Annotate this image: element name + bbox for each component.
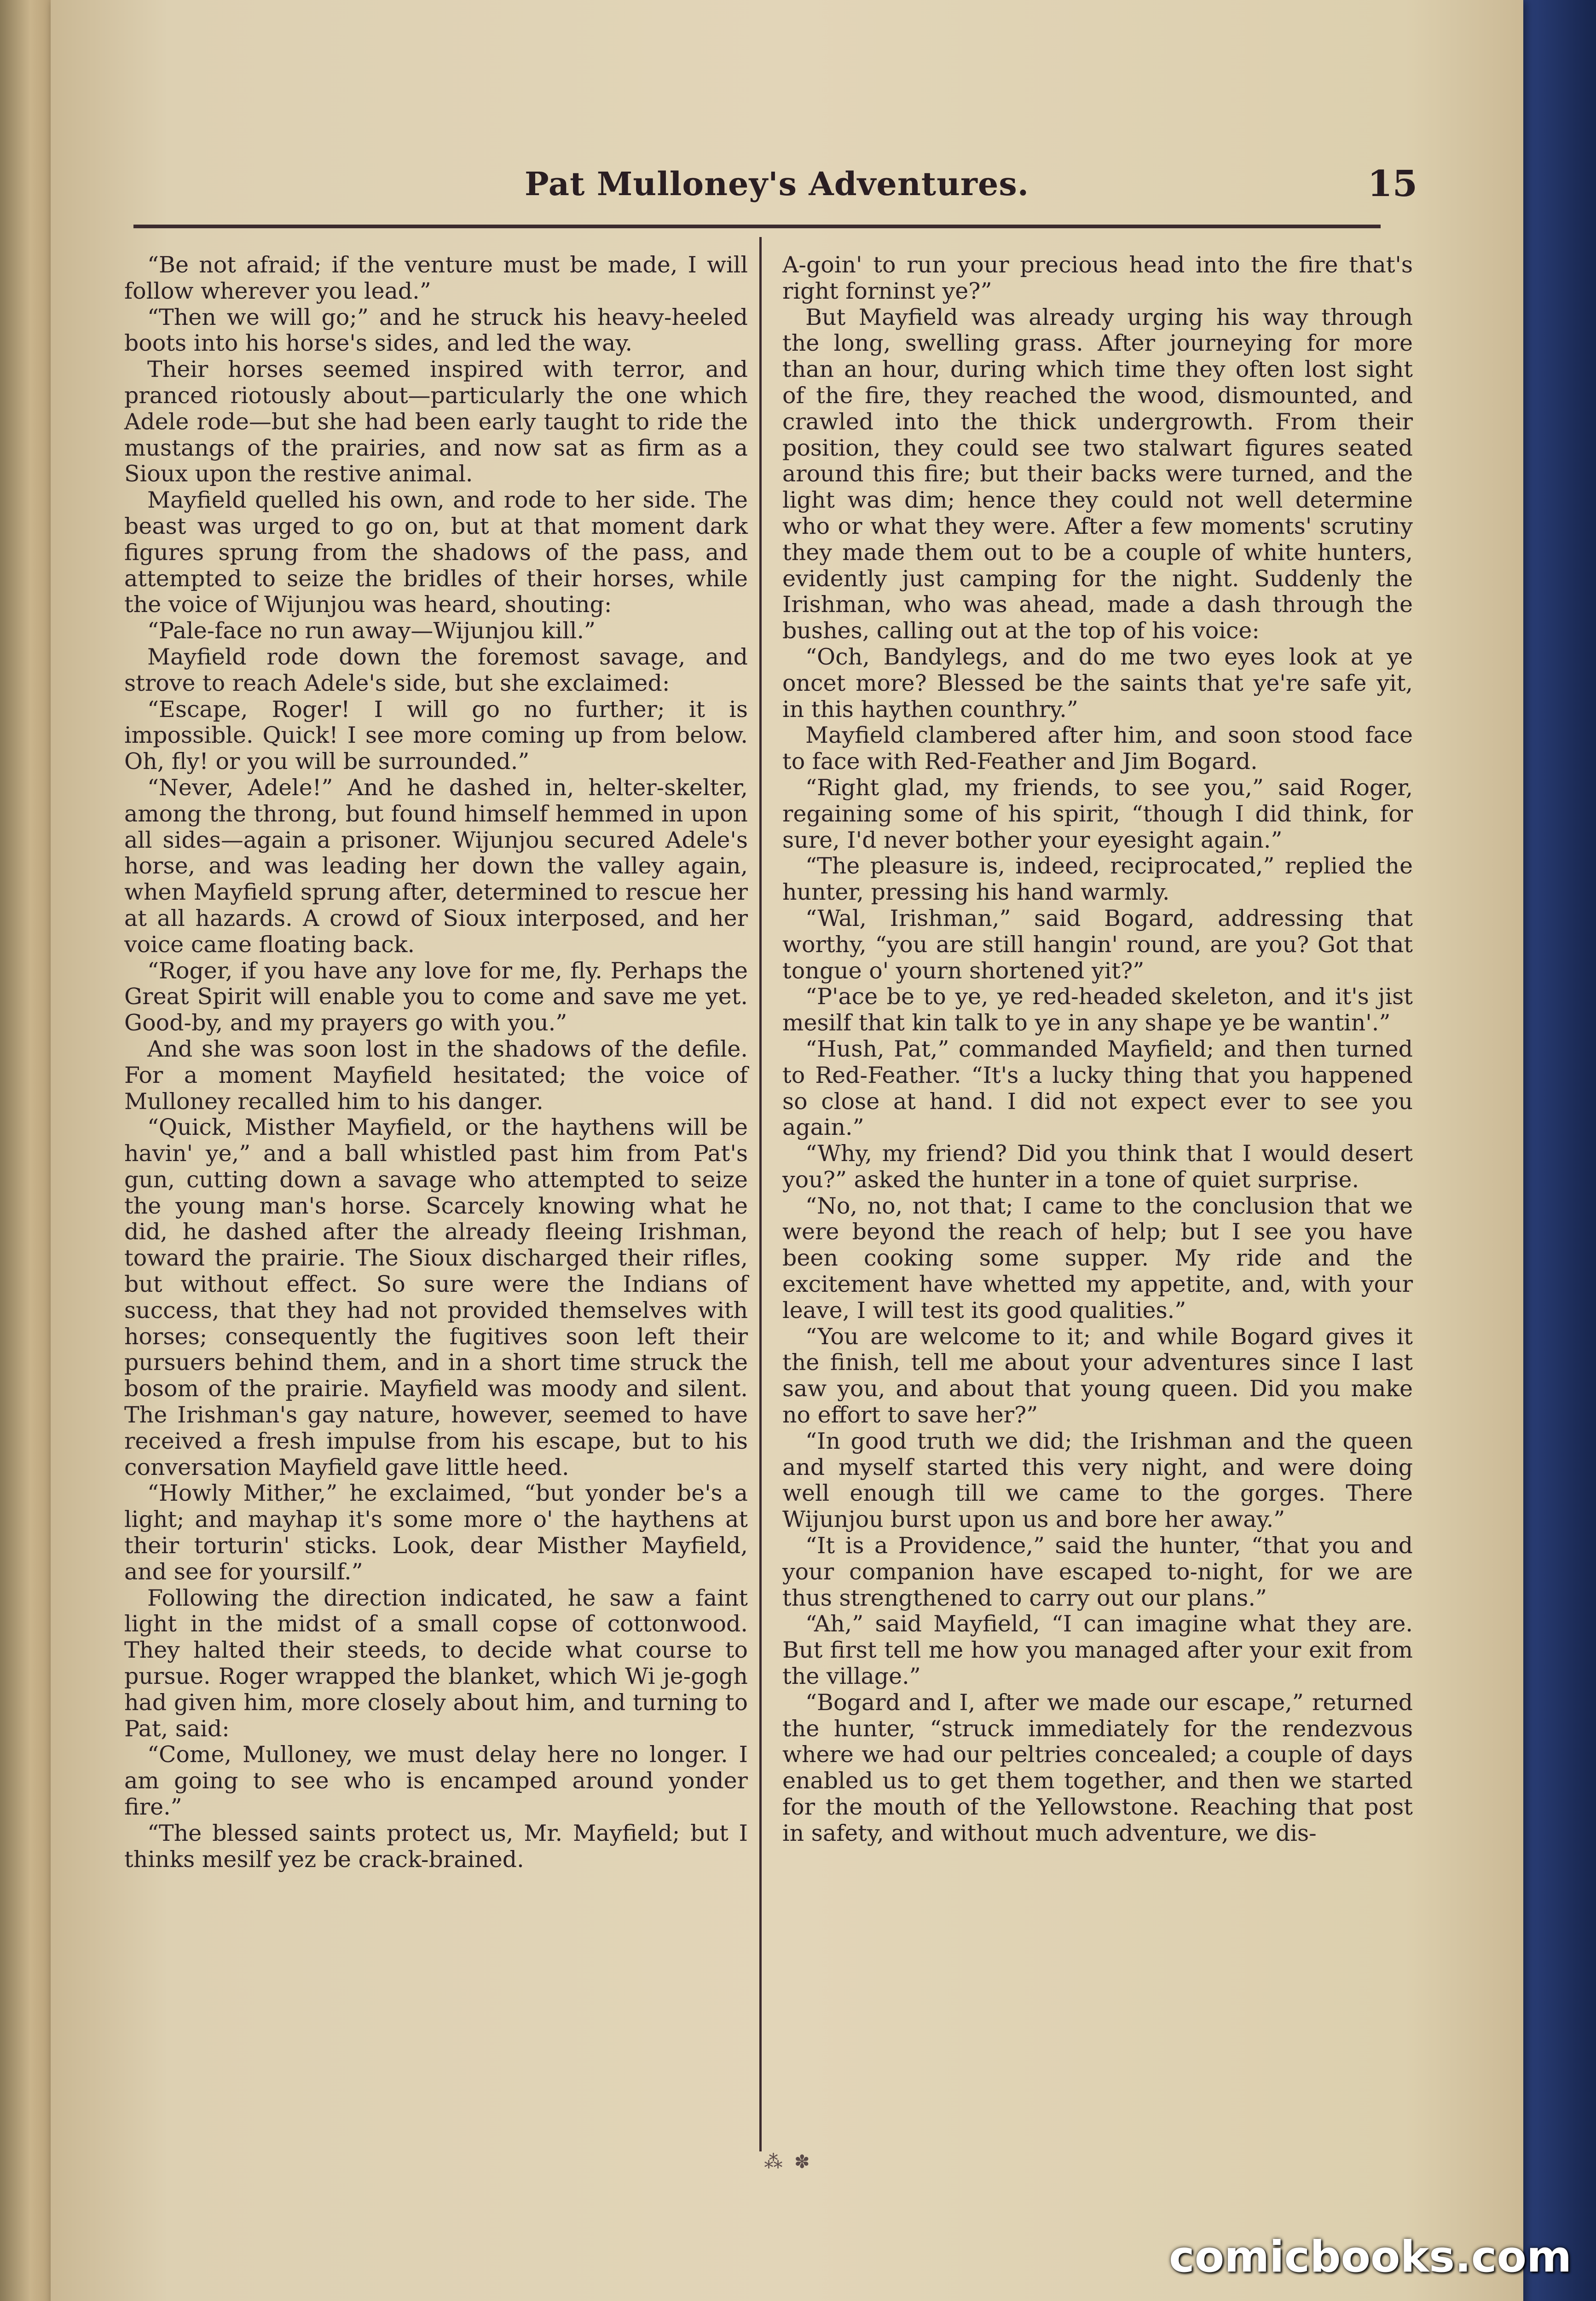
paragraph: “Come, Mulloney, we must delay here no longer. I am going to see who is encamped around yonder fire.” — [124, 1741, 748, 1821]
paragraph: “P'ace be to ye, ye red-headed skeleton, and it's jist mesilf that kin talk to ye in any shape ye be wantin'.” — [782, 983, 1413, 1036]
paragraph: “Wal, Irishman,” said Bogard, addressing that worthy, “you are still hangin' round, are you? Got that tongue o' yourn shortened yit?” — [782, 905, 1413, 984]
paragraph: “Quick, Misther Mayfield, or the haythens will be havin' ye,” and a ball whistled past him from Pat's gun, cutting down a savage who attempted to seize the young man's horse. Scarcely knowing what he did, he dashed after the already fleeing Irishman, toward the prairie. The Sioux discharged their rifles, but without effect. So sure were the Indians of success, that they had not provided themselves with horses; consequently the fugitives soon left their pursuers behind them, and in a short time struck the bosom of the prairie. Mayfield was moody and silent. The Irishman's gay nature, however, seemed to have received a fresh impulse from his escape, but to his conversation Mayfield gave little heed. — [124, 1114, 748, 1480]
paragraph: Mayfield quelled his own, and rode to her side. The beast was urged to go on, but at that moment dark figures sprung from the shadows of the pass, and attempted to seize the bridles of their horses, while the voice of Wijunjou was heard, shouting: — [124, 487, 748, 618]
page-number: 15 — [1367, 163, 1417, 205]
paragraph: “Roger, if you have any love for me, fly. Perhaps the Great Spirit will enable you to come and save me yet. Good-by, and my prayers go with you.” — [124, 957, 748, 1036]
book-spine — [0, 0, 51, 2301]
paragraph: Following the direction indicated, he saw a faint light in the midst of a small copse of cottonwood. They halted their steeds, to decide what course to pursue. Roger wrapped the blanket, which Wi je-gogh had given him, more closely about him, and turning to Pat, said: — [124, 1584, 748, 1742]
paragraph: “The pleasure is, indeed, reciprocated,” replied the hunter, pressing his hand warmly. — [782, 853, 1413, 906]
right-column — [782, 252, 1413, 1847]
footer-ornament: ⁂ ✽ — [764, 2151, 810, 2173]
paragraph: “The blessed saints protect us, Mr. Mayfield; but I thinks mesilf yez be crack-brained. — [124, 1820, 748, 1873]
paragraph: “It is a Providence,” said the hunter, “that you and your companion have escaped to-night, for we are thus strengthened to carry out our plans.” — [782, 1532, 1413, 1611]
paragraph: “Ah,” said Mayfield, “I can imagine what they are. But first tell me how you managed after your exit from the village.” — [782, 1611, 1413, 1690]
paragraph: “Hush, Pat,” commanded Mayfield; and then turned to Red-Feather. “It's a lucky thing that you happened so close at hand. I did not expect ever to see you again.” — [782, 1035, 1413, 1141]
paragraph: Mayfield clambered after him, and soon stood face to face with Red-Feather and Jim Bogard. — [782, 722, 1413, 775]
paragraph: “Never, Adele!” And he dashed in, helter-skelter, among the throng, but found himself hemmed in upon all sides—again a prisoner. Wijunjou secured Adele's horse, and was leading her down the valley again, when Mayfield sprung after, determined to rescue her at all hazards. A crowd of Sioux interposed, and her voice came floating back. — [124, 774, 748, 958]
paragraph: Their horses seemed inspired with terror, and pranced riotously about—particularly the one which Adele rode—but she had been early taught to ride the mustangs of the prairies, and now sat as firm as a Sioux upon the restive animal. — [124, 356, 748, 487]
paragraph: “Escape, Roger! I will go no further; it is impossible. Quick! I see more coming up from below. Oh, fly! or you will be surrounded.” — [124, 696, 748, 775]
paragraph: “You are welcome to it; and while Bogard gives it the finish, tell me about your adventures since I last saw you, and about that young queen. Did you make no effort to save her?” — [782, 1323, 1413, 1428]
paragraph: “Howly Mither,” he exclaimed, “but yonder be's a light; and mayhap it's some more o' the haythens at their torturin' sticks. Look, dear Misther Mayfield, and see for yoursilf.” — [124, 1480, 748, 1585]
paragraph: “Bogard and I, after we made our escape,” returned the hunter, “struck immediately for the rendezvous where we had our peltries concealed; a couple of days enabled us to get them together, and then we started for the mouth of the Yellowstone. Reaching that post in safety, and without much adventure, we dis- — [782, 1689, 1413, 1846]
paragraph: “Be not afraid; if the venture must be made, I will follow wherever you lead.” — [124, 252, 748, 304]
paragraph: “Pale-face no run away—Wijunjou kill.” — [147, 618, 596, 644]
column-divider — [759, 237, 762, 2151]
paragraph: Mayfield rode down the foremost savage, and strove to reach Adele's side, but she exclaimed: — [124, 643, 748, 696]
paragraph: “Och, Bandylegs, and do me two eyes look at ye oncet more? Blessed be the saints that ye're safe yit, in this haythen counthry.” — [782, 643, 1413, 723]
header-rule — [133, 225, 1381, 228]
paragraph: “No, no, not that; I came to the conclusion that we were beyond the reach of help; but I see you have been cooking some supper. My ride and the excitement have whetted my appetite, and, with your leave, I will test its good qualities.” — [782, 1192, 1413, 1324]
paragraph: “Right glad, my friends, to see you,” said Roger, regaining some of his spirit, “though I did think, for sure, I'd never bother your eyesight again.” — [782, 774, 1413, 853]
paragraph: A-goin' to run your precious head into the fire that's right forninst ye?” — [782, 252, 1413, 304]
paragraph: But Mayfield was already urging his way through the long, swelling grass. After journeying for more than an hour, during which time they often lost sight of the fire, they reached the wood, dismounted, and crawled into the thick undergrowth. From their position, they could see two stalwart figures seated around this fire; but their backs were turned, and the light was dim; hence they could not well determine who or what they were. After a few moments' scrutiny they made them out to be a couple of white hunters, evidently just camping for the night. Suddenly the Irishman, who was ahead, made a dash through the bushes, calling out at the top of his voice: — [782, 304, 1413, 644]
running-title: Pat Mulloney's Adventures. — [525, 165, 1029, 203]
page-header — [497, 165, 1417, 220]
watermark: comicbooks.com — [1169, 2232, 1572, 2282]
paragraph: “Why, my friend? Did you think that I would desert you?” asked the hunter in a tone of quiet surprise. — [782, 1140, 1413, 1193]
paragraph: And she was soon lost in the shadows of the defile. For a moment Mayfield hesitated; the voice of Mulloney recalled him to his danger. — [124, 1035, 748, 1115]
left-column — [124, 252, 748, 1873]
paragraph: “Then we will go;” and he struck his heavy-heeled boots into his horse's sides, and led the way. — [124, 304, 748, 357]
paragraph: “In good truth we did; the Irishman and the queen and myself started this very night, and were doing well enough till we came to the gorges. There Wijunjou burst upon us and bore her away.” — [782, 1428, 1413, 1533]
cover-edge — [1523, 0, 1596, 2301]
